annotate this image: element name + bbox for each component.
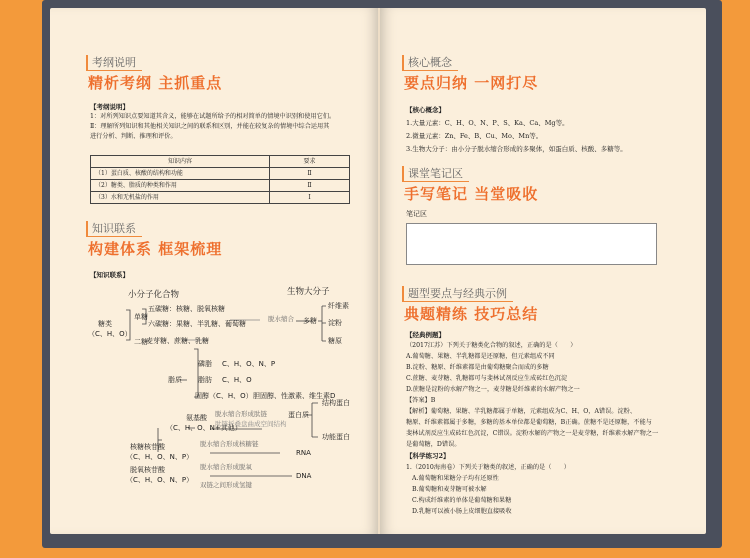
diagram-amino-process-2: 肽链折叠盘曲成空间结构 <box>215 420 287 428</box>
left-page <box>50 8 378 534</box>
example-line: A.葡萄糖、果糖、半乳糖都是还原糖，但元素组成不同 <box>406 353 555 360</box>
core-line-1: 1.大量元素：C、H、O、N、P、S、Ka、Ca、Mg等。 <box>406 119 569 127</box>
diagram-amino-process-1: 脱水缩合形成肽链 <box>215 410 267 418</box>
section-title-examples: 典题精练 技巧总结 <box>404 305 539 323</box>
syllabus-line-3: 进行分析、判断、推理和评价。 <box>90 133 177 140</box>
diagram-ribonucleotide: 核糖核苷酸 <box>130 443 165 451</box>
right-page <box>380 8 706 534</box>
diagram-fat: 脂肪 <box>198 376 212 384</box>
section-label-syllabus: 考纲说明 <box>86 55 142 71</box>
diagram-ribo-process: 脱水缩合形成核糖链 <box>200 440 259 448</box>
section-title-notes: 手写笔记 当堂吸收 <box>404 185 539 203</box>
diagram-ribo-elements: （C、H、O、N、P） <box>126 453 194 461</box>
table-cell: Ⅱ <box>270 180 350 192</box>
diagram-small-molecules: 小分子化合物 <box>128 290 180 300</box>
diagram-deoxy-elements: （C、H、O、N、P） <box>126 476 194 484</box>
note-area-label: 笔记区 <box>406 210 427 218</box>
diagram-phospholipid: 磷脂 <box>198 360 212 368</box>
example-line: 【解析】葡萄糖、果糖、半乳糖都属于单糖，元素组成为C、H、O，A错误。淀粉、 <box>406 408 637 415</box>
diagram-phospholipid-elements: C、H、O、N、P <box>222 360 276 368</box>
knowledge-box-header: 【知识联系】 <box>90 271 129 279</box>
section-label-notes: 课堂笔记区 <box>402 166 469 182</box>
diagram-deoxynucleotide: 脱氧核苷酸 <box>130 466 165 474</box>
note-area-box[interactable] <box>406 223 657 265</box>
diagram-sterol-examples: 胆固醇、性激素、维生素D <box>253 392 336 400</box>
diagram-fat-elements: C、H、O <box>222 376 252 384</box>
diagram-disaccharides: 麦芽糖、蔗糖、乳糖 <box>146 337 209 345</box>
example-line: 斐林试剂反应生成砖红色沉淀，C错误。淀粉水解的产物之一是麦芽糖，纤维素水解产物之一 <box>406 430 659 437</box>
diagram-mono: 单糖 <box>134 313 148 321</box>
practice-line: 1.（2010海南卷）下列关于糖类的叙述，正确的是（ ） <box>406 464 570 471</box>
table-cell: （3）水和无机盐的作用 <box>91 192 270 204</box>
section-label-core: 核心概念 <box>402 55 458 71</box>
diagram-sugar: 糖类 <box>98 320 112 328</box>
diagram-di: 二糖 <box>134 338 148 346</box>
practice-line: D.乳糖可以被小肠上皮细胞直接吸收 <box>412 508 512 515</box>
example-line: D.蔗糖是淀粉的水解产物之一，麦芽糖是纤维素的水解产物之一 <box>406 386 580 393</box>
diagram-starch: 淀粉 <box>328 319 342 327</box>
diagram-deoxy-process: 脱水缩合形成脱氧 <box>200 463 252 471</box>
diagram-protein: 蛋白质 <box>288 411 309 419</box>
section-label-examples: 题型要点与经典示例 <box>402 286 513 302</box>
example-line: C.蔗糖、麦芽糖、乳糖都可与斐林试剂反应生成砖红色沉淀 <box>406 375 568 382</box>
syllabus-line-1: 1：对所列知识点要知道其含义，能够在试题所给予的相对简单的情境中识别和使用它们。 <box>90 113 336 120</box>
practice-line: C.构成纤维素的单体是葡萄糖和果糖 <box>412 497 512 504</box>
diagram-lipid: 脂质 <box>168 376 182 384</box>
practice-line: B.葡萄糖和麦芽糖可被水解 <box>412 486 487 493</box>
examples-box-header: 【经典例题】 <box>406 331 445 339</box>
diagram-amino-acid: 氨基酸 <box>186 414 207 422</box>
diagram-rna: RNA <box>296 449 311 457</box>
diagram-amino-elements: （C、H、O、N+其他） <box>166 424 242 432</box>
table-cell: Ⅱ <box>270 168 350 180</box>
section-title-syllabus: 精析考纲 主抓重点 <box>88 74 223 92</box>
diagram-macromolecules: 生物大分子 <box>287 287 330 297</box>
core-box-header: 【核心概念】 <box>406 106 445 114</box>
section-title-knowledge: 构建体系 框架梳理 <box>88 240 223 258</box>
section-label-knowledge: 知识联系 <box>86 221 142 237</box>
example-line: 糖原、纤维素都属于多糖，多糖的基本单位都是葡萄糖，B正确。蔗糖不是还原糖，不能与 <box>406 419 652 426</box>
table-header-req: 要求 <box>270 156 350 168</box>
diagram-glycogen: 糖原 <box>328 337 342 345</box>
diagram-five-carbon: 五碳糖：核糖、脱氧核糖 <box>148 305 225 313</box>
syllabus-line-2: Ⅱ：理解所列知识和其他相关知识之间的联系和区别，并能在较复杂的情境中综合运用其 <box>90 123 330 130</box>
diagram-hydrogen-bonds: 双链之间形成氢键 <box>200 481 252 489</box>
diagram-poly: 多糖 <box>303 317 317 325</box>
table-cell: （2）糖类、脂质的种类和作用 <box>91 180 270 192</box>
practice-line: A.葡萄糖和果糖分子均有还原性 <box>412 475 499 482</box>
table-header-content: 知识内容 <box>91 156 270 168</box>
diagram-functional-protein: 功能蛋白 <box>322 433 350 441</box>
core-line-2: 2.微量元素：Zn、Fe、B、Cu、Mo、Mn等。 <box>406 132 543 140</box>
concept-diagram-lines <box>50 8 378 534</box>
section-title-core: 要点归纳 一网打尽 <box>404 74 539 92</box>
diagram-six-carbon: 六碳糖：果糖、半乳糖、葡萄糖 <box>148 320 246 328</box>
example-line: （2017江苏）下列关于糖类化合物的叙述，正确的是（ ） <box>406 342 577 349</box>
example-line: B.淀粉、糖原、纤维素都是由葡萄糖聚合而成的多糖 <box>406 364 549 371</box>
diagram-sterol: 固醇（C、H、O） <box>195 392 253 400</box>
diagram-dna: DNA <box>296 472 312 480</box>
diagram-dehydrate-1: 脱水缩合 <box>268 315 294 323</box>
table-cell: （1）蛋白质、核酸的结构和功能 <box>91 168 270 180</box>
example-line: 是葡萄糖，D错误。 <box>406 441 461 448</box>
practice-header: 【科学练习2】 <box>406 452 450 460</box>
syllabus-box-header: 【考纲说明】 <box>90 103 129 111</box>
table-cell: Ⅰ <box>270 192 350 204</box>
diagram-structural-protein: 结构蛋白 <box>322 399 350 407</box>
example-answer: 【答案】B <box>406 397 436 404</box>
diagram-cellulose: 纤维素 <box>328 302 349 310</box>
core-line-3: 3.生物大分子：由小分子脱水缩合形成的多聚体，如蛋白质、核酸、多糖等。 <box>406 145 627 153</box>
diagram-sugar-elements: （C、H、O） <box>88 330 132 338</box>
